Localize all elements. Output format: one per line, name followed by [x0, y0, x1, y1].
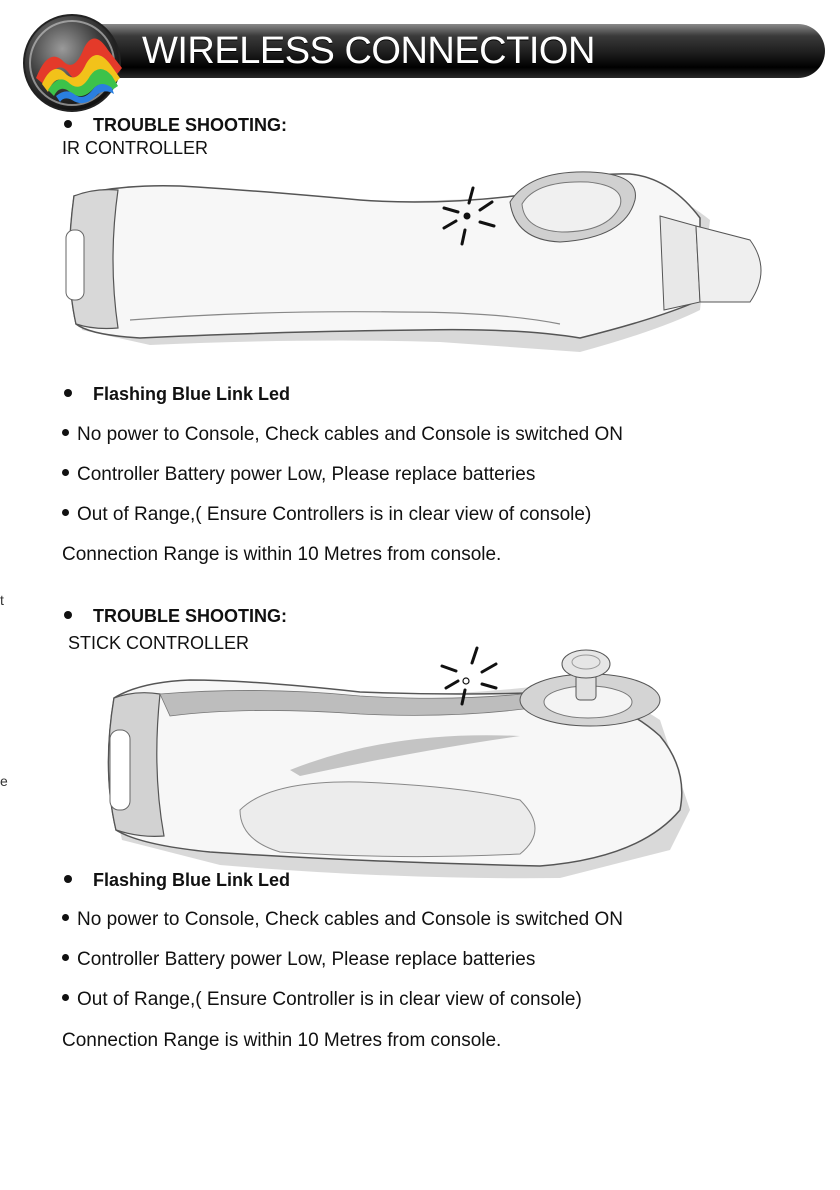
list-item [62, 503, 591, 527]
bullet-icon [62, 469, 69, 476]
section2-flash-heading-text: Flashing Blue Link Led [93, 870, 291, 890]
ir-controller-illustration [60, 160, 780, 370]
list-item-text: No power to Console, Check cables and Console is switched ON [77, 909, 623, 930]
bullet-icon [64, 875, 72, 883]
list-item-text: Controller Battery power Low, Please replace batteries [77, 949, 536, 970]
bullet-icon [62, 429, 69, 436]
page-header [0, 0, 840, 110]
list-item-text: Controller Battery power Low, Please replace batteries [77, 464, 536, 485]
margin-mark: e [0, 773, 8, 789]
list-item-text: Out of Range,( Ensure Controllers is in clear view of console) [77, 504, 592, 525]
bullet-icon [62, 914, 69, 921]
range-note: Connection Range is within 10 Metres from console. [62, 544, 502, 565]
section1-heading-text: TROUBLE SHOOTING: [93, 115, 288, 135]
section1-heading [64, 114, 287, 136]
margin-mark: t [0, 592, 4, 608]
list-item [62, 948, 535, 972]
section1-flash-heading-text: Flashing Blue Link Led [93, 384, 291, 404]
page-title: WIRELESS CONNECTION [142, 30, 595, 72]
list-item-text: No power to Console, Check cables and Console is switched ON [77, 424, 623, 445]
section2-subheading: STICK CONTROLLER [68, 633, 250, 653]
range-note: Connection Range is within 10 Metres from console. [62, 1030, 502, 1051]
section2-heading [64, 605, 287, 627]
section1-flash-heading [64, 383, 290, 405]
stick-controller-illustration [100, 640, 700, 885]
bullet-icon [64, 120, 72, 128]
list-item [62, 988, 582, 1012]
bullet-icon [64, 389, 72, 397]
bullet-icon [62, 954, 69, 961]
list-item [62, 908, 623, 932]
bullet-icon [64, 611, 72, 619]
bullet-icon [62, 509, 69, 516]
bullet-icon [62, 994, 69, 1001]
wave-logo-icon [22, 8, 142, 118]
section1-subheading: IR CONTROLLER [62, 138, 209, 158]
list-item-text: Out of Range,( Ensure Controller is in clear view of console) [77, 989, 582, 1010]
list-item [62, 463, 535, 487]
section2-heading-text: TROUBLE SHOOTING: [93, 606, 288, 626]
list-item [62, 423, 623, 447]
section2-flash-heading [64, 869, 290, 891]
